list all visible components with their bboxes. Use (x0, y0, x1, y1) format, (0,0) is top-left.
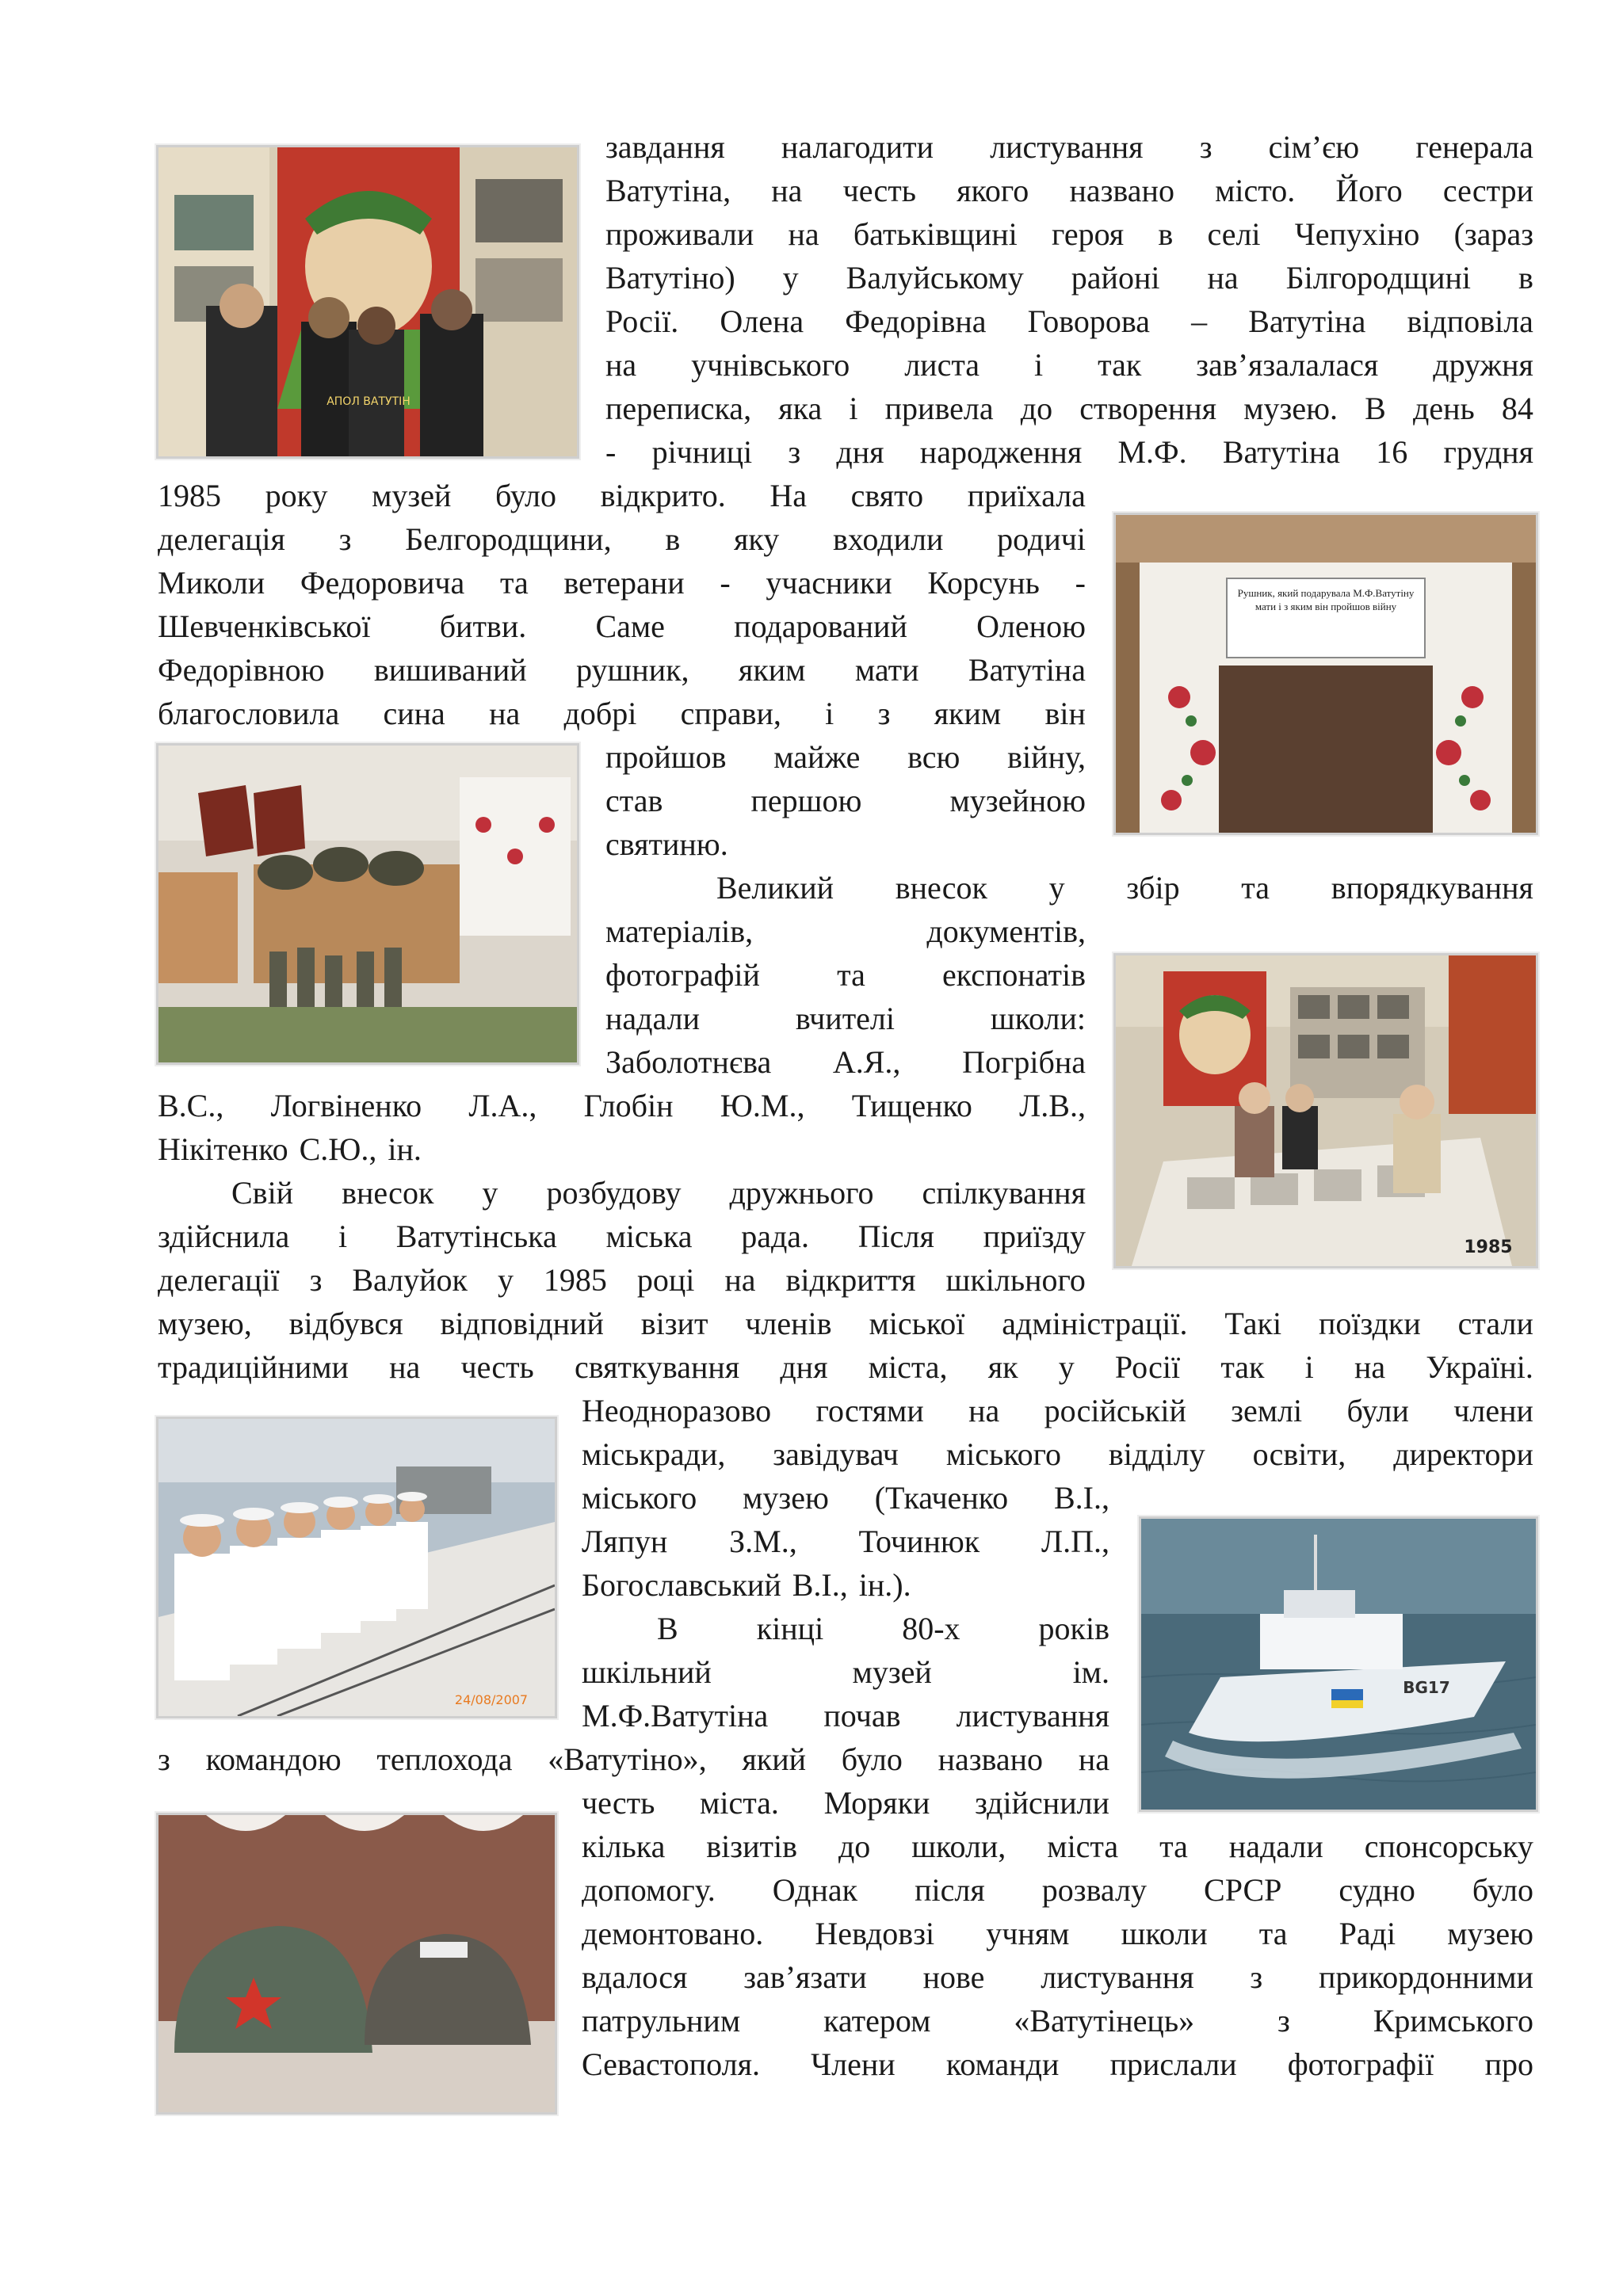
text-line: з командою теплохода «Ватутіно», який було названо на (158, 1741, 1109, 1777)
text-line: традиційними на честь святкування дня міста, як у Росії так і на Україні. (158, 1349, 1533, 1385)
text-line: Шевченківської битви. Саме подарований Оленою (158, 608, 1086, 644)
text-line: на учнівського листа і так зав’язалалася дружня (605, 347, 1533, 383)
text-line: міського музею (Ткаченко В.І., (582, 1480, 1109, 1516)
text-line: Севастополя. Члени команди прислали фотографії про (582, 2046, 1533, 2082)
text-line: надали вчителі школи: (605, 1001, 1086, 1036)
text-line: міськради, завідувач міського відділу освіти, директори (582, 1436, 1533, 1472)
text-line: Миколи Федоровича та ветерани - учасники Корсунь - (158, 565, 1086, 601)
photo-patrol-boat (1139, 1516, 1538, 1812)
portrait-sign: АПОЛ ВАТУТІН (327, 395, 411, 408)
text-line: Свій внесок у розбудову дружнього спілкування (231, 1175, 1086, 1211)
text-line: Нікітенко С.Ю., ін. (158, 1131, 422, 1167)
towel-sign: Рушник, який подарувала М.Ф.Ватутіну мати і з яким він пройшов війну (1237, 587, 1415, 612)
text-line: допомогу. Однак після розвалу СРСР судно було (582, 1872, 1533, 1908)
photo-exhibition-room (156, 743, 579, 1065)
photo-visitors-table (1113, 953, 1538, 1268)
text-line: здійснила і Ватутінська міська рада. Після приїзду (158, 1219, 1086, 1254)
text-line: переписка, яка і привела до створення музею. В день 84 (605, 391, 1533, 426)
text-line: - річниці з дня народження М.Ф. Ватутіна 16 грудня (605, 434, 1533, 470)
text-line: Великий внесок у збір та впорядкування (716, 870, 1533, 906)
text-line: пройшов майже всю війну, (605, 739, 1086, 775)
text-line: В кінці 80-х років (657, 1611, 1109, 1646)
text-line: В.С., Логвіненко Л.А., Глобін Ю.М., Тищенко Л.В., (158, 1088, 1086, 1123)
text-line: проживали на батьківщині героя в селі Чепухіно (зараз (605, 216, 1533, 252)
visitors-board-text: 1985 (1464, 1238, 1513, 1257)
text-line: фотографій та експонатів (605, 957, 1086, 993)
photo-sailors (156, 1417, 557, 1718)
sailors-date-stamp: 24/08/2007 (454, 1692, 529, 1707)
photo-towel (1113, 513, 1538, 835)
text-line: Ватутіно) у Валуйському районі на Білгородщині в (605, 260, 1533, 296)
text-line: честь міста. Моряки здійснили (582, 1785, 1109, 1821)
text-line: Ватутіна, на честь якого названо місто. Його сестри (605, 173, 1533, 208)
text-line: 1985 року музей було відкрито. На свято приїхала (158, 478, 1086, 513)
text-line: М.Ф.Ватутіна почав листування (582, 1698, 1109, 1733)
text-line: Федорівною вишиваний рушник, яким мати Ватутіна (158, 652, 1086, 688)
text-line: делегація з Белгородщини, в яку входили родичі (158, 521, 1086, 557)
text-line: Росії. Олена Федорівна Говорова – Ватутіна відповіла (605, 303, 1533, 339)
text-line: став першою музейною (605, 783, 1086, 818)
photo-museum-portrait (156, 145, 579, 459)
text-line: вдалося зав’язати нове листування з прикордонними (582, 1959, 1533, 1995)
text-line: Заболотнєва А.Я., Погрібна (605, 1044, 1086, 1080)
text-line: святиню. (605, 826, 728, 862)
text-line: патрульним катером «Ватутінець» з Кримського (582, 2003, 1533, 2039)
text-line: Неодноразово гостями на російській землі були члени (582, 1393, 1533, 1428)
text-line: Ляпун З.М., Точинюк Л.П., (582, 1524, 1109, 1559)
boat-hull-number: BG17 (1403, 1678, 1450, 1697)
text-line: делегації з Валуйок у 1985 році на відкриття шкільного (158, 1262, 1086, 1298)
text-line: Богославський В.І., ін.). (582, 1567, 911, 1603)
text-line: демонтовано. Невдовзі учням школи та Раді музею (582, 1916, 1533, 1951)
text-line: матеріалів, документів, (605, 913, 1086, 949)
text-line: благословила сина на добрі справи, і з яким він (158, 696, 1086, 731)
text-line: шкільний музей ім. (582, 1654, 1109, 1690)
text-line: музею, відбувся відповідний візит членів міської адміністрації. Такі поїздки стали (158, 1306, 1533, 1341)
text-line: кілька візитів до школи, міста та надали спонсорську (582, 1829, 1533, 1864)
photo-helmets (156, 1813, 557, 2115)
text-line: завдання налагодити листування з сім’єю генерала (605, 129, 1533, 165)
